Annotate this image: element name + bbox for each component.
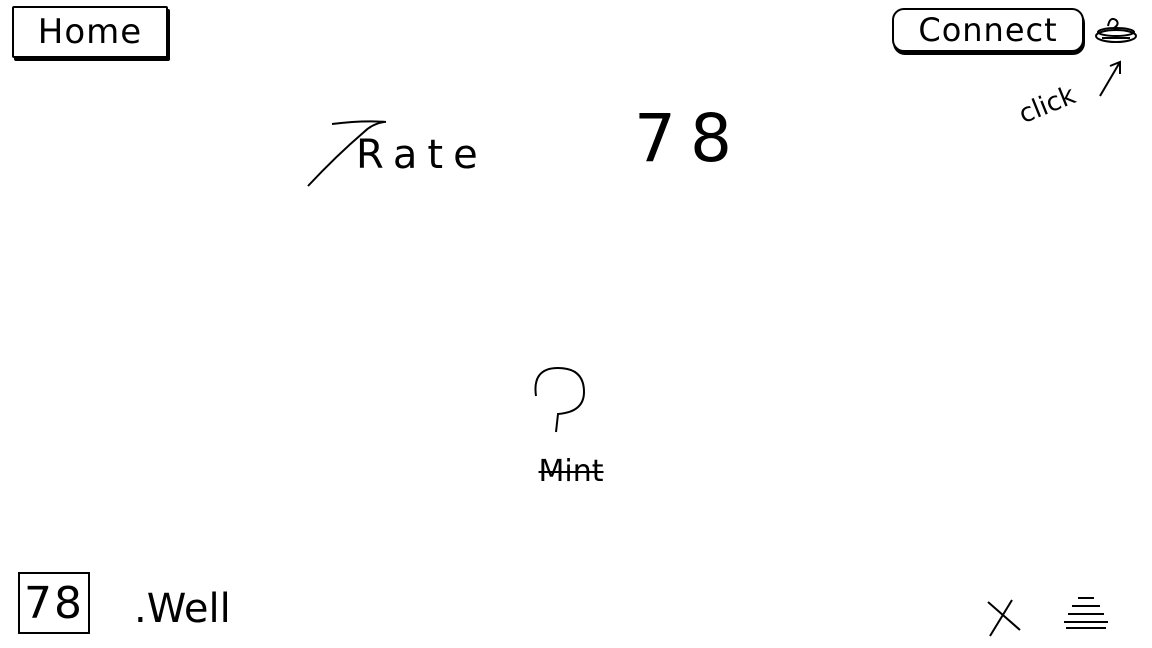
close-icon[interactable] xyxy=(984,596,1024,638)
arrow-up-right-icon xyxy=(1088,56,1132,104)
click-annotation: click xyxy=(1014,80,1080,130)
stack-menu-icon[interactable] xyxy=(1060,592,1112,632)
home-button[interactable]: Home xyxy=(12,6,168,58)
rate-label xyxy=(306,112,506,194)
struck-label: Mint xyxy=(538,453,604,489)
status-text: .Well xyxy=(134,586,231,632)
connect-button[interactable]: Connect xyxy=(892,8,1084,52)
score-badge: 78 xyxy=(18,572,90,634)
controller-icon[interactable] xyxy=(1092,12,1152,48)
rate-label-text: Rate xyxy=(356,132,488,178)
question-mark-icon[interactable] xyxy=(524,362,594,446)
rate-value: 78 xyxy=(634,100,746,177)
